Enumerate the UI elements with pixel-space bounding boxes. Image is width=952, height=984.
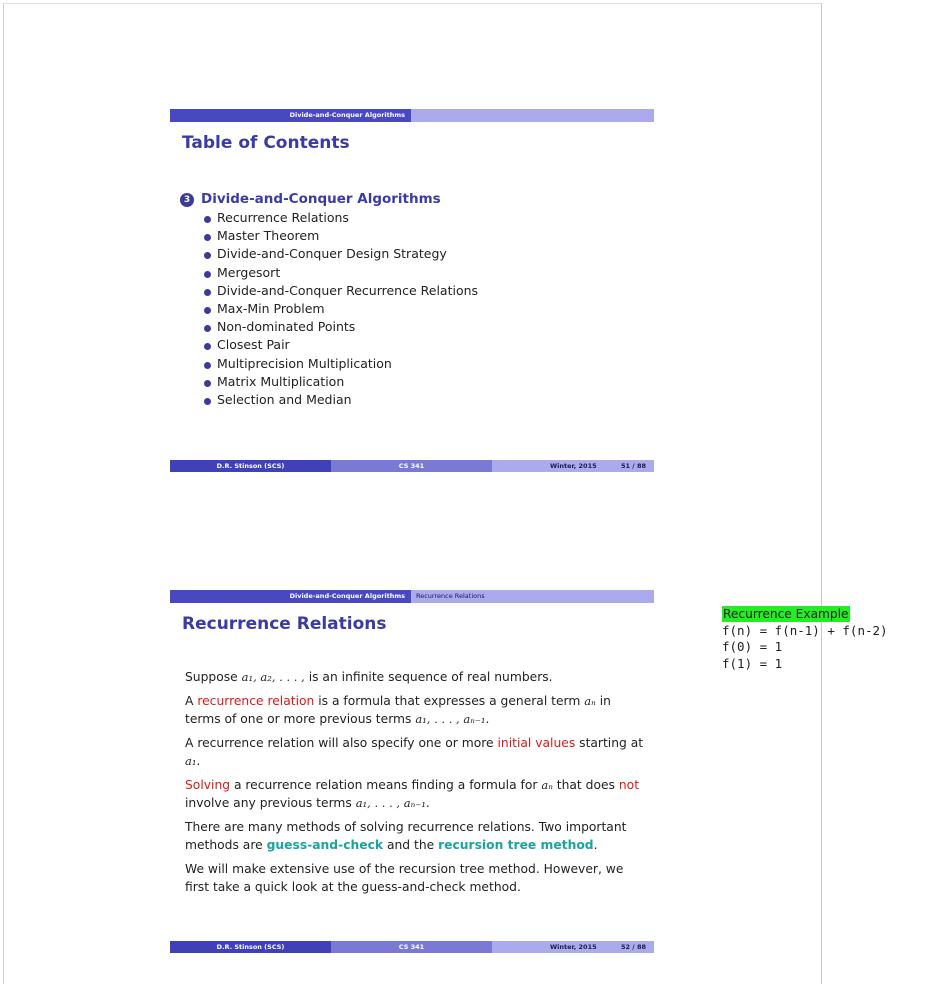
footer-page-number: 52 / 88 bbox=[621, 943, 646, 951]
section-number-badge: 3 bbox=[180, 193, 194, 207]
frame-title: Table of Contents bbox=[182, 133, 350, 153]
slide-header-bar bbox=[170, 109, 654, 122]
math-expression: a₁ bbox=[185, 754, 197, 768]
slide-footer-bar bbox=[170, 460, 654, 472]
note-line: f(0) = 1 bbox=[722, 639, 783, 654]
paragraph: There are many methods of solving recurrence relations. Two important methods are guess-and-check and the recursion tree method. bbox=[185, 820, 627, 852]
annotation-note[interactable] bbox=[722, 606, 888, 672]
header-subsection-label: Recurrence Relations bbox=[416, 592, 485, 600]
footer-term: Winter, 2015 bbox=[550, 943, 597, 951]
toc-item: Mergesort bbox=[204, 264, 478, 282]
method-term: guess-and-check bbox=[266, 838, 384, 852]
method-term: recursion tree method bbox=[438, 838, 594, 852]
footer-page-number: 51 / 88 bbox=[621, 462, 646, 470]
paragraph: A recurrence relation will also specify one or more initial values starting at a₁. bbox=[185, 736, 644, 768]
section-heading bbox=[180, 191, 441, 207]
toc-item: Multiprecision Multiplication bbox=[204, 355, 478, 373]
math-expression: aₙ bbox=[541, 778, 553, 792]
math-expression: a₁, a₂, . . . , bbox=[241, 670, 305, 684]
highlight-term: recurrence relation bbox=[197, 694, 315, 708]
toc-item: Master Theorem bbox=[204, 227, 478, 245]
section-title: Divide-and-Conquer Algorithms bbox=[201, 191, 441, 207]
slide-table-of-contents bbox=[170, 109, 654, 474]
highlight-term: not bbox=[618, 778, 640, 792]
toc-item: Max-Min Problem bbox=[204, 300, 478, 318]
math-expression: aₙ bbox=[584, 694, 596, 708]
toc-item: Divide-and-Conquer Design Strategy bbox=[204, 245, 478, 263]
footer-term: Winter, 2015 bbox=[550, 462, 597, 470]
paragraph: We will make extensive use of the recursion tree method. However, we first take a quick look at the guess-and-check method. bbox=[185, 862, 624, 894]
footer-right bbox=[492, 460, 654, 472]
footer-author: D.R. Stinson (SCS) bbox=[170, 941, 331, 953]
highlight-term: Solving bbox=[185, 778, 231, 792]
toc-item: Closest Pair bbox=[204, 336, 478, 354]
slide-header-bar bbox=[170, 590, 654, 603]
slide-footer-bar bbox=[170, 941, 654, 953]
toc-item: Non-dominated Points bbox=[204, 318, 478, 336]
paragraph: Solving a recurrence relation means finding a formula for aₙ that does not involve any previous terms a₁, . . . , aₙ₋₁. bbox=[185, 778, 640, 810]
note-line: f(1) = 1 bbox=[722, 655, 783, 671]
toc-item: Divide-and-Conquer Recurrence Relations bbox=[204, 282, 478, 300]
header-section-label: Divide-and-Conquer Algorithms bbox=[170, 109, 411, 122]
footer-right bbox=[492, 941, 654, 953]
footer-course: CS 341 bbox=[331, 941, 492, 953]
toc-list bbox=[204, 209, 478, 409]
highlight-term: initial values bbox=[497, 736, 576, 750]
footer-course: CS 341 bbox=[331, 460, 492, 472]
note-line: f(n) = f(n-1) + f(n-2) bbox=[722, 622, 888, 638]
toc-item: Matrix Multiplication bbox=[204, 373, 478, 391]
header-section-label: Divide-and-Conquer Algorithms bbox=[170, 590, 411, 603]
toc-item: Recurrence Relations bbox=[204, 209, 478, 227]
note-title: Recurrence Example bbox=[723, 607, 849, 621]
toc-item: Selection and Median bbox=[204, 391, 478, 409]
slide-body bbox=[185, 668, 645, 902]
paragraph: Suppose a₁, a₂, . . . , is an infinite sequence of real numbers. bbox=[185, 670, 553, 684]
math-expression: a₁, . . . , aₙ₋₁ bbox=[355, 796, 426, 810]
math-expression: a₁, . . . , aₙ₋₁ bbox=[415, 712, 486, 726]
paragraph: A recurrence relation is a formula that expresses a general term aₙ in terms of one or more previous terms a₁, . . . , aₙ₋₁. bbox=[185, 694, 611, 726]
frame-title: Recurrence Relations bbox=[182, 614, 387, 634]
footer-author: D.R. Stinson (SCS) bbox=[170, 460, 331, 472]
slide-recurrence-relations bbox=[170, 590, 654, 955]
